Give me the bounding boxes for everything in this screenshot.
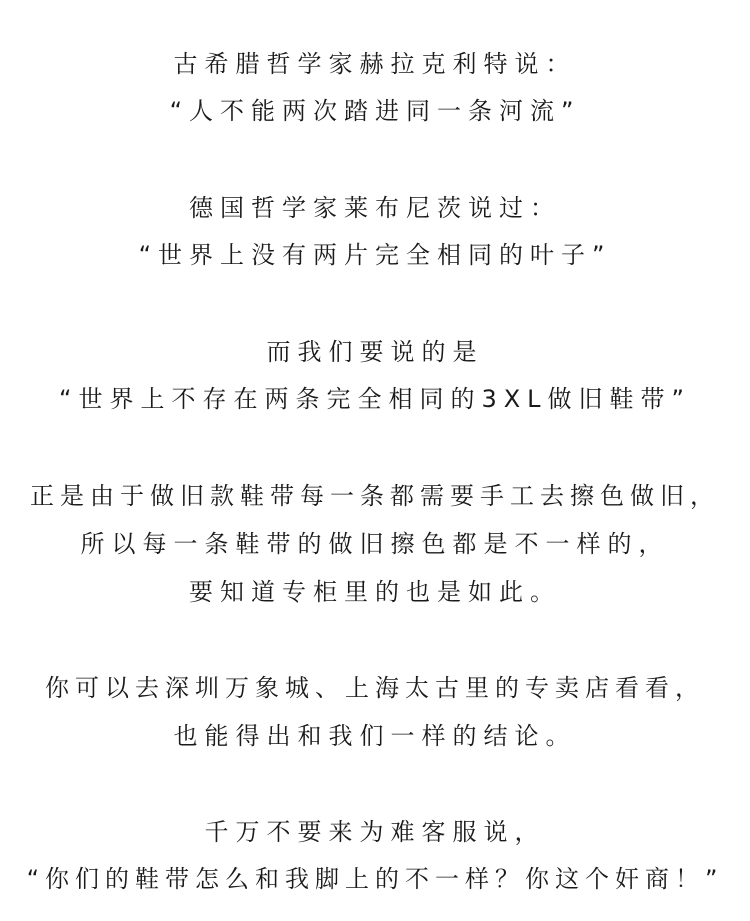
paragraph-2-line-1: 德国哲学家莱布尼茨说过：	[189, 194, 561, 222]
paragraph-5-line-1: 你可以去深圳万象城、上海太古里的专卖店看看，	[45, 674, 705, 702]
paragraph-4-line-3: 要知道专柜里的也是如此。	[189, 578, 561, 606]
paragraph-6-line-1: 千万不要来为难客服说，	[204, 818, 546, 846]
paragraph-1-line-2: “人不能两次踏进同一条河流”	[169, 97, 581, 125]
paragraph-4-line-1: 正是由于做旧款鞋带每一条都需要手工去擦色做旧，	[30, 482, 720, 510]
paragraph-4-line-2: 所以每一条鞋带的做旧擦色都是不一样的，	[80, 530, 670, 558]
paragraph-6-line-2: “你们的鞋带怎么和我脚上的不一样？你这个奸商！”	[26, 865, 724, 893]
paragraph-3-line-2: “世界上不存在两条完全相同的3XL做旧鞋带”	[59, 385, 691, 413]
paragraph-3-line-1: 而我们要说的是	[266, 338, 484, 366]
paragraph-1-line-1: 古希腊哲学家赫拉克利特说：	[173, 50, 577, 78]
paragraph-5-line-2: 也能得出和我们一样的结论。	[173, 722, 577, 750]
paragraph-2-line-2: “世界上没有两片完全相同的叶子”	[138, 241, 612, 269]
